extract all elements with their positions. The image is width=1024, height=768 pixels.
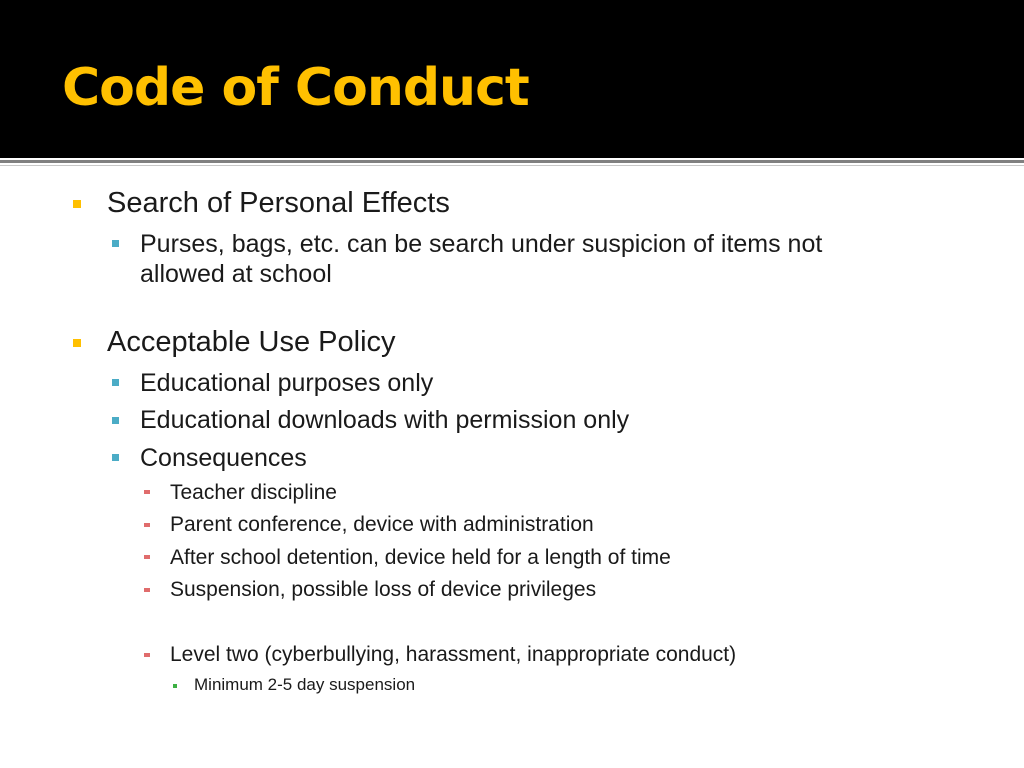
bullet-icon [112, 417, 119, 424]
bullet-icon [144, 555, 150, 559]
bullet-purses-bags-line2: allowed at school [140, 260, 332, 288]
slide-title: Code of Conduct [62, 58, 529, 118]
bullet-icon [144, 653, 150, 657]
bullet-icon [112, 379, 119, 386]
title-divider [0, 160, 1024, 163]
bullet-icon [173, 684, 177, 688]
bullet-suspension: Suspension, possible loss of device privileges [170, 578, 597, 601]
bullet-acceptable-use-policy: Acceptable Use Policy [107, 326, 396, 358]
bullet-icon [73, 339, 81, 347]
bullet-icon [144, 588, 150, 592]
bullet-after-school-detention: After school detention, device held for a length of time [170, 546, 671, 569]
title-divider-thin [0, 165, 1024, 166]
bullet-purses-bags-line1: Purses, bags, etc. can be search under suspicion of items not [140, 230, 823, 258]
bullet-educational-downloads: Educational downloads with permission only [140, 406, 630, 434]
bullet-icon [144, 490, 150, 494]
bullet-minimum-suspension: Minimum 2-5 day suspension [194, 675, 416, 694]
bullet-educational-purposes: Educational purposes only [140, 369, 434, 397]
bullet-search-personal-effects: Search of Personal Effects [107, 187, 450, 219]
bullet-parent-conference: Parent conference, device with administration [170, 513, 594, 536]
bullet-icon [73, 200, 81, 208]
bullet-icon [144, 523, 150, 527]
bullet-teacher-discipline: Teacher discipline [170, 481, 337, 504]
bullet-level-two: Level two (cyberbullying, harassment, inappropriate conduct) [170, 643, 737, 666]
bullet-icon [112, 454, 119, 461]
bullet-icon [112, 240, 119, 247]
bullet-consequences: Consequences [140, 444, 307, 472]
